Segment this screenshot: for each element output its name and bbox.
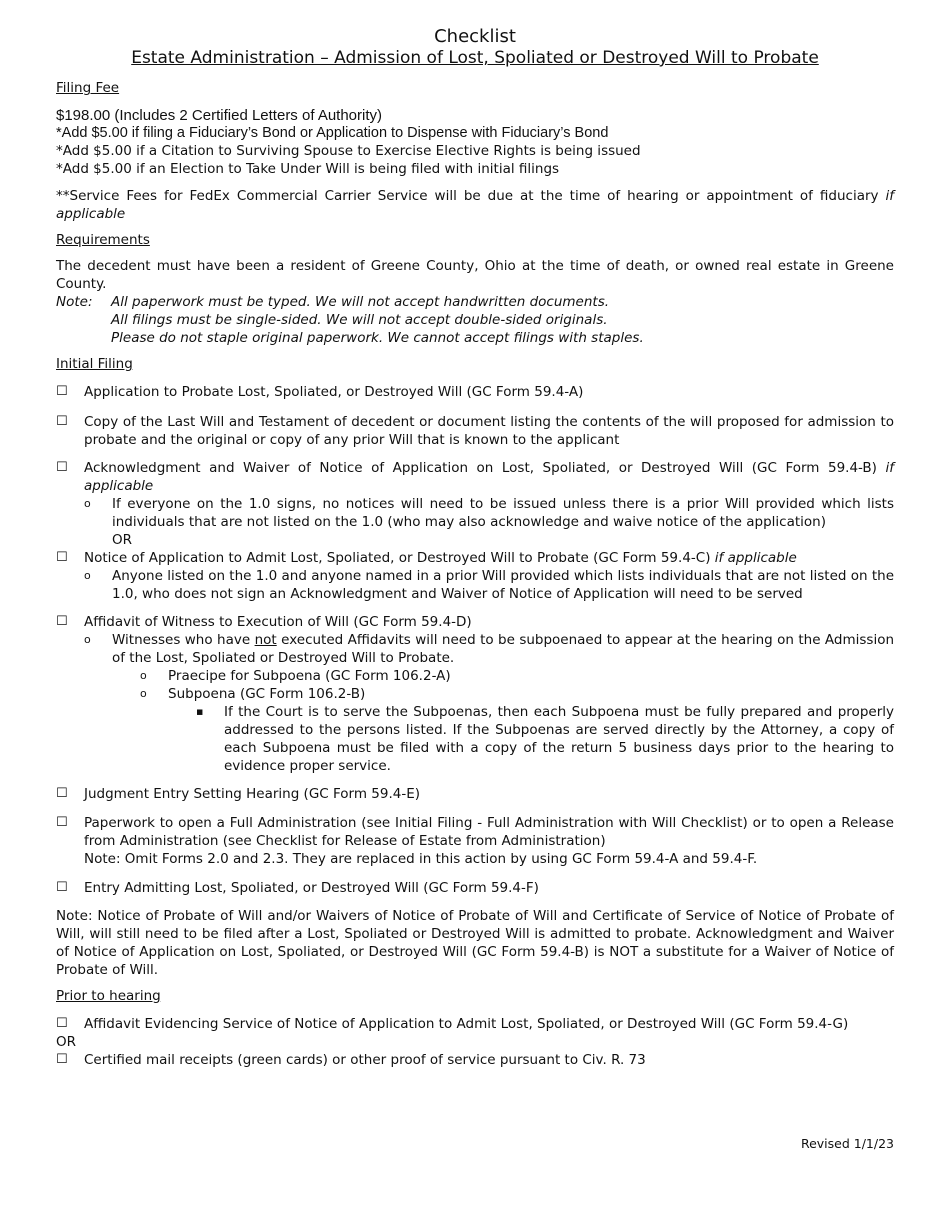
- checkbox-icon[interactable]: ☐: [56, 550, 68, 565]
- sub-item-served: o Anyone listed on the 1.0 and anyone named in a prior Will provided which lists individuals that are not listed on the 1.0, who does not sign an Acknowledgment and Waiver of Notice of Application will need to be served: [84, 568, 894, 602]
- service-fee-note: **Service Fees for FedEx Commercial Carrier Service will be due at the time of hearing or appointment of fiduciary if applicable: [56, 188, 894, 222]
- checklist-item-notice-of-application[interactable]: ☐ Notice of Application to Admit Lost, Spoliated, or Destroyed Will to Probate (GC Form 59.4-C) if applicable: [56, 550, 797, 566]
- checklist-item-affidavit-evidencing-service[interactable]: ☐ Affidavit Evidencing Service of Notice of Application to Admit Lost, Spoliated, or Destroyed Will (GC Form 59.4-G): [56, 1016, 849, 1032]
- filing-fee-main: $198.00 (Includes 2 Certified Letters of Authority): [56, 107, 383, 124]
- sub-item-subpoena-detail: ▪ If the Court is to serve the Subpoenas, then each Subpoena must be fully prepared and properly addressed to the persons listed. If the Subpoenas are served directly by the Attorney, a copy of each Subpoena must be filed with a copy of the return 5 business days prior to the hearing to evidence proper service.: [196, 704, 894, 774]
- sub-item-subpoena: o Subpoena (GC Form 106.2-B): [140, 686, 366, 702]
- filing-fee-heading: Filing Fee: [56, 80, 120, 96]
- sub-item-praecipe: o Praecipe for Subpoena (GC Form 106.2-A): [140, 668, 451, 684]
- note-no-staples: Please do not staple original paperwork. We cannot accept filings with staples.: [111, 330, 644, 346]
- checkbox-icon[interactable]: ☐: [56, 815, 68, 830]
- checklist-item-full-administration[interactable]: ☐ Paperwork to open a Full Administration (see Initial Filing - Full Administration with Will Checklist) or to open a Release from Administration (see Checklist for Release of Estate from Administration) Note: Omit Forms 2.0 and 2.3. They are replaced in this action by using GC Form 59.4-A and 59.4-F.: [56, 815, 894, 867]
- checkbox-icon[interactable]: ☐: [56, 1016, 68, 1031]
- checklist-item-copy-of-will[interactable]: ☐ Copy of the Last Will and Testament of decedent or document listing the contents of the will proposed for admission to probate and the original or copy of any prior Will that is known to the applicant: [56, 414, 894, 448]
- note-single-sided: All filings must be single-sided. We will not accept double-sided originals.: [111, 312, 608, 328]
- or-separator: OR: [112, 532, 133, 548]
- checkbox-icon[interactable]: ☐: [56, 786, 68, 801]
- circle-bullet-icon: o: [140, 687, 147, 700]
- requirements-heading: Requirements: [56, 232, 150, 248]
- checkbox-icon[interactable]: ☐: [56, 1052, 68, 1067]
- filing-fee-add-bond: *Add $5.00 if filing a Fiduciary’s Bond or Application to Dispense with Fiduciary’s Bond: [56, 125, 609, 141]
- checklist-item-affidavit-of-witness[interactable]: ☐ Affidavit of Witness to Execution of Will (GC Form 59.4-D): [56, 614, 472, 630]
- circle-bullet-icon: o: [84, 633, 91, 646]
- filing-fee-add-election: *Add $5.00 if an Election to Take Under Will is being filed with initial filings: [56, 161, 560, 177]
- notice-of-probate-note: Note: Notice of Probate of Will and/or Waivers of Notice of Probate of Will and Certificate of Service of Notice of Probate of Will, will still need to be filed after a Lost, Spoliated or Destroyed Will is admitted to probate. Acknowledgment and Waiver of Notice of Application on Lost, Spoliated, or Destroyed Will (GC Form 59.4-B) is NOT a substitute for a Waiver of Notice of Probate of Will.: [56, 908, 894, 978]
- circle-bullet-icon: o: [84, 569, 91, 582]
- checklist-item-application[interactable]: ☐ Application to Probate Lost, Spoliated, or Destroyed Will (GC Form 59.4-A): [56, 384, 584, 400]
- omit-forms-note: Note: Omit Forms 2.0 and 2.3. They are replaced in this action by using GC Form 59.4-A and 59.4-F.: [84, 851, 758, 867]
- note-typed: All paperwork must be typed. We will not accept handwritten documents.: [111, 294, 610, 310]
- revised-date: Revised 1/1/23: [800, 1136, 894, 1151]
- sub-item-no-notices: o If everyone on the 1.0 signs, no notices will need to be issued unless there is a prior Will provided which lists individuals that are not listed on the 1.0 (who may also acknowledge and waive notice of the application) OR: [84, 496, 894, 548]
- circle-bullet-icon: o: [140, 669, 147, 682]
- checkbox-icon[interactable]: ☐: [56, 384, 68, 399]
- initial-filing-heading: Initial Filing: [56, 356, 133, 372]
- sub-item-subpoenaed: o Witnesses who have not executed Affidavits will need to be subpoenaed to appear at the hearing on the Admission of the Lost, Spoliated or Destroyed Will to Probate.: [84, 632, 895, 666]
- checkbox-icon[interactable]: ☐: [56, 614, 68, 629]
- paperwork-note: [56, 293, 894, 347]
- checkbox-icon[interactable]: ☐: [56, 460, 68, 475]
- or-separator: OR: [56, 1034, 77, 1050]
- note-label: Note:: [56, 294, 93, 310]
- filing-fee-add-citation: *Add $5.00 if a Citation to Surviving Spouse to Exercise Elective Rights is being issued: [56, 143, 641, 159]
- checkbox-icon[interactable]: ☐: [56, 414, 68, 429]
- prior-to-hearing-heading: Prior to hearing: [56, 988, 161, 1004]
- checklist-item-acknowledgment-waiver[interactable]: ☐ Acknowledgment and Waiver of Notice of Application on Lost, Spoliated, or Destroyed Will (GC Form 59.4-B) if applicable: [56, 460, 894, 494]
- document-page: [56, 26, 894, 1069]
- circle-bullet-icon: o: [84, 497, 91, 510]
- checkbox-icon[interactable]: ☐: [56, 880, 68, 895]
- page-subtitle: Estate Administration – Admission of Lost, Spoliated or Destroyed Will to Probate: [131, 48, 819, 68]
- checklist-item-judgment-entry[interactable]: ☐ Judgment Entry Setting Hearing (GC Form 59.4-E): [56, 786, 421, 802]
- page-title: Checklist: [434, 26, 516, 47]
- residency-requirement: The decedent must have been a resident of Greene County, Ohio at the time of death, or owned real estate in Greene County.: [56, 258, 894, 292]
- checklist-item-entry-admitting[interactable]: ☐ Entry Admitting Lost, Spoliated, or Destroyed Will (GC Form 59.4-F): [56, 880, 539, 896]
- square-bullet-icon: ▪: [196, 705, 204, 718]
- checklist-item-certified-mail[interactable]: ☐ Certified mail receipts (green cards) or other proof of service pursuant to Civ. R. 73: [56, 1052, 646, 1068]
